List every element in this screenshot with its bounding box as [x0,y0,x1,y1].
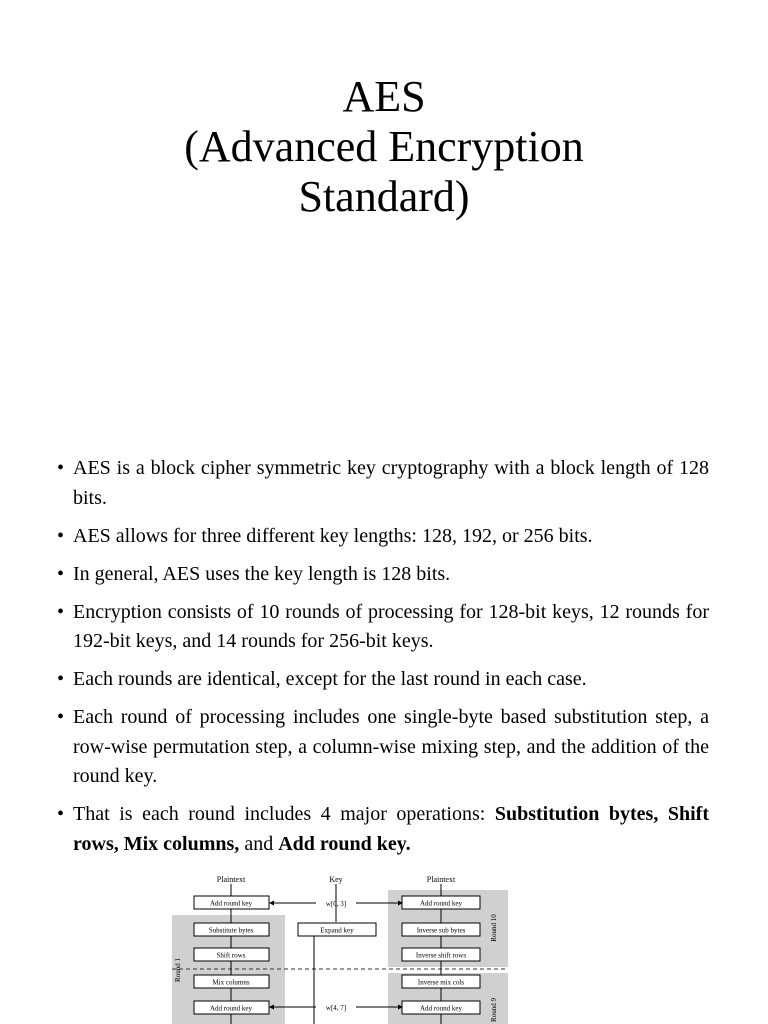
left-box-0-label: Add round key [210,899,252,908]
right-box-3-label: Inverse mix cols [417,978,465,987]
left-box-1-label: Substitute bytes [208,926,254,935]
round-9-label: Round 9 [490,998,498,1022]
bullet-text: That is each round includes 4 major operations: [73,803,495,825]
bullet-item [57,665,709,695]
key-label-2: w[4, 7] [325,1004,347,1012]
key-arrowhead-left-top [269,901,274,906]
title-line-2: (Advanced Encryption [184,122,584,171]
bullet-bold-text: Substitution bytes, Shift rows, Mix columns, [73,803,709,855]
bullet-item [57,598,709,657]
bullet-item [57,703,709,792]
bullet-list [57,454,709,868]
left-box-3-label: Mix columns [212,978,250,987]
bullet-item [57,800,709,859]
key-header: Key [329,875,343,884]
title-line-3: Standard) [298,172,470,221]
title-line-1: AES [342,72,426,121]
bullet-text: and [239,832,279,855]
bullet-item [57,560,709,590]
bullet-text: Encryption consists of 10 rounds of processing for 128-bit keys, 12 rounds for 192-bit keys, and 14 rounds for 256-bit keys. [73,600,709,652]
left-box-2-label: Shift rows [216,951,246,960]
bullet-bold-text: Add round key. [278,832,411,855]
aes-structure-diagram [166,870,510,1024]
diagram-svg [166,870,510,1024]
right-box-0-label: Add round key [420,899,462,908]
expand-key-label: Expand key [320,926,354,935]
bullet-text: Each rounds are identical, except for the last round in each case. [73,668,587,690]
slide-title [0,72,768,222]
round-10-label: Round 10 [490,914,498,942]
bullet-text: In general, AES uses the key length is 128 bits. [73,562,451,585]
key-label-0: w[0, 3] [325,900,347,908]
bullet-text: AES allows for three different key lengths: 128, 192, or 256 bits. [73,524,593,547]
left-header: Plaintext [216,875,246,884]
right-box-4-label: Add round key [420,1004,462,1013]
bullet-item [57,522,709,552]
right-box-2-label: Inverse shift rows [415,951,467,960]
right-header: Plaintext [426,875,456,884]
round-1-label: Round 1 [174,958,182,982]
right-box-1-label: Inverse sub bytes [416,926,466,935]
bullet-text: AES is a block cipher symmetric key cryptography with a block length of 128 bits. [73,457,709,509]
bullet-text: Each round of processing includes one single-byte based substitution step, a row-wise permutation step, a column-wise mixing step, and the addition of the round key. [73,706,709,787]
left-box-4-label: Add round key [210,1004,252,1013]
bullet-item [57,454,709,513]
